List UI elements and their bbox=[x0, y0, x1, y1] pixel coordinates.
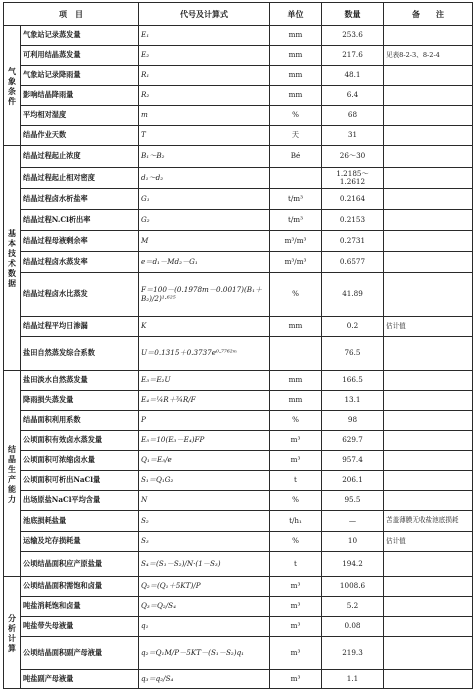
row-note bbox=[384, 552, 473, 577]
row-unit: m³ bbox=[270, 431, 322, 451]
row-formula: q₃＝q₂/S₄ bbox=[139, 670, 270, 689]
table-body bbox=[4, 26, 473, 689]
table-row bbox=[4, 532, 473, 552]
row-item-name: 可利用结晶蒸发量 bbox=[21, 46, 139, 66]
row-unit: m³ bbox=[270, 670, 322, 689]
table-row bbox=[4, 670, 473, 689]
table-row bbox=[4, 451, 473, 471]
row-quantity: 48.1 bbox=[322, 66, 384, 86]
row-note bbox=[384, 451, 473, 471]
row-quantity: 5.2 bbox=[322, 597, 384, 617]
row-item-name: 运输及坨存损耗量 bbox=[21, 532, 139, 552]
row-note bbox=[384, 231, 473, 252]
header-formula: 代号及计算式 bbox=[139, 3, 270, 26]
table-row bbox=[4, 317, 473, 337]
table-row bbox=[4, 637, 473, 670]
row-formula: E₅＝10(E₃－E₄)FP bbox=[139, 431, 270, 451]
row-item-name: 盐田自然蒸发综合系数 bbox=[21, 337, 139, 371]
row-unit: mm bbox=[270, 317, 322, 337]
row-note bbox=[384, 637, 473, 670]
row-note bbox=[384, 371, 473, 391]
row-quantity: 194.2 bbox=[322, 552, 384, 577]
row-formula: S₃ bbox=[139, 532, 270, 552]
row-item-name: 盐田淡水自然蒸发量 bbox=[21, 371, 139, 391]
row-quantity: 217.6 bbox=[322, 46, 384, 66]
data-table bbox=[3, 2, 473, 689]
table-row bbox=[4, 617, 473, 637]
table-row bbox=[4, 26, 473, 46]
table-row bbox=[4, 126, 473, 146]
row-note bbox=[384, 168, 473, 189]
row-formula: m bbox=[139, 106, 270, 126]
row-item-name: 结晶面积利用系数 bbox=[21, 411, 139, 431]
row-item-name: 气象站记录蒸发量 bbox=[21, 26, 139, 46]
table-row bbox=[4, 273, 473, 317]
row-item-name: 结晶过程起止相对密度 bbox=[21, 168, 139, 189]
row-formula: T bbox=[139, 126, 270, 146]
row-quantity: 68 bbox=[322, 106, 384, 126]
table-row bbox=[4, 391, 473, 411]
row-item-name: 影响结晶降雨量 bbox=[21, 86, 139, 106]
row-quantity: 206.1 bbox=[322, 471, 384, 491]
row-note bbox=[384, 617, 473, 637]
header-note: 备 注 bbox=[384, 3, 473, 26]
row-formula: S₄＝(S₁－S₂)/N·(1－S₃) bbox=[139, 552, 270, 577]
row-formula: S₂ bbox=[139, 511, 270, 532]
row-unit: t bbox=[270, 471, 322, 491]
row-note bbox=[384, 391, 473, 411]
row-note: 苫盖薄膜无收盐池底损耗 bbox=[384, 511, 473, 532]
table-row bbox=[4, 597, 473, 617]
row-formula: q₂＝Q₁M/P－5KT－(S₁－S₂)q₁ bbox=[139, 637, 270, 670]
row-quantity: — bbox=[322, 511, 384, 532]
row-unit: t/m³ bbox=[270, 210, 322, 231]
table-row bbox=[4, 106, 473, 126]
table-row bbox=[4, 66, 473, 86]
row-formula: N bbox=[139, 491, 270, 511]
row-formula: Q₁＝E₅/e bbox=[139, 451, 270, 471]
row-unit: % bbox=[270, 532, 322, 552]
table-row bbox=[4, 146, 473, 168]
row-note: 见表8-2-3、8-2-4 bbox=[384, 46, 473, 66]
row-formula: S₁＝Q₁G₂ bbox=[139, 471, 270, 491]
row-unit bbox=[270, 337, 322, 371]
row-item-name: 公顷结晶面积副产母液量 bbox=[21, 637, 139, 670]
row-note bbox=[384, 597, 473, 617]
row-unit: % bbox=[270, 273, 322, 317]
row-formula: E₃＝E₂U bbox=[139, 371, 270, 391]
row-item-name: 结晶过程母液剩余率 bbox=[21, 231, 139, 252]
row-item-name: 结晶过程起止浓度 bbox=[21, 146, 139, 168]
row-formula: M bbox=[139, 231, 270, 252]
row-quantity: 13.1 bbox=[322, 391, 384, 411]
row-formula: R₂ bbox=[139, 86, 270, 106]
row-formula: R₁ bbox=[139, 66, 270, 86]
row-quantity: 957.4 bbox=[322, 451, 384, 471]
row-item-name: 吨盐副产母液量 bbox=[21, 670, 139, 689]
row-note bbox=[384, 252, 473, 273]
row-quantity: 1.2185～1.2612 bbox=[322, 168, 384, 189]
row-item-name: 公顷面积有效卤水蒸发量 bbox=[21, 431, 139, 451]
row-formula: e＝d₁－Md₂－G₁ bbox=[139, 252, 270, 273]
row-formula: Q₂＝(Q₁＋5KT)/P bbox=[139, 577, 270, 597]
row-unit: mm bbox=[270, 391, 322, 411]
row-quantity: 629.7 bbox=[322, 431, 384, 451]
row-formula: G₂ bbox=[139, 210, 270, 231]
row-unit: t bbox=[270, 552, 322, 577]
row-formula: U＝0.1315＋0.3737e⁰·⁷⁷⁶²ᵐ bbox=[139, 337, 270, 371]
row-quantity: 0.08 bbox=[322, 617, 384, 637]
table-row bbox=[4, 471, 473, 491]
row-formula: E₂ bbox=[139, 46, 270, 66]
row-note bbox=[384, 670, 473, 689]
row-note bbox=[384, 431, 473, 451]
row-formula: B₁～B₂ bbox=[139, 146, 270, 168]
table-row bbox=[4, 577, 473, 597]
row-quantity: 1008.6 bbox=[322, 577, 384, 597]
row-quantity: 6.4 bbox=[322, 86, 384, 106]
row-unit: 天 bbox=[270, 126, 322, 146]
row-item-name: 池底损耗盐量 bbox=[21, 511, 139, 532]
row-item-name: 吨盐带失母液量 bbox=[21, 617, 139, 637]
row-quantity: 10 bbox=[322, 532, 384, 552]
row-formula: E₄＝¼R＋¾R/F bbox=[139, 391, 270, 411]
table-row bbox=[4, 168, 473, 189]
section-label-text: 气象条件 bbox=[8, 65, 16, 106]
row-unit: m³ bbox=[270, 617, 322, 637]
table-row bbox=[4, 86, 473, 106]
table-header-row bbox=[4, 3, 473, 26]
header-item: 项 目 bbox=[4, 3, 139, 26]
row-formula: F＝100－(0.1978m－0.0017)(B₁＋B₂)/2)¹·⁶²⁵ bbox=[139, 273, 270, 317]
row-quantity: 98 bbox=[322, 411, 384, 431]
row-quantity: 76.5 bbox=[322, 337, 384, 371]
row-quantity: 95.5 bbox=[322, 491, 384, 511]
section-label bbox=[4, 371, 21, 577]
table-row bbox=[4, 46, 473, 66]
row-note: 估计值 bbox=[384, 532, 473, 552]
row-unit: m³/m³ bbox=[270, 231, 322, 252]
row-unit: Bé bbox=[270, 146, 322, 168]
row-unit: t/m³ bbox=[270, 189, 322, 210]
row-note bbox=[384, 491, 473, 511]
row-item-name: 结晶过程卤水析盐率 bbox=[21, 189, 139, 210]
row-unit: m³/m³ bbox=[270, 252, 322, 273]
section-label-text: 结晶生产能力 bbox=[8, 443, 16, 504]
row-item-name: 公顷面积可析出NaCl量 bbox=[21, 471, 139, 491]
row-item-name: 气象站记录降雨量 bbox=[21, 66, 139, 86]
section-label bbox=[4, 577, 21, 689]
row-unit bbox=[270, 168, 322, 189]
table-row bbox=[4, 552, 473, 577]
row-unit: m³ bbox=[270, 597, 322, 617]
row-quantity: 0.2153 bbox=[322, 210, 384, 231]
row-quantity: 41.89 bbox=[322, 273, 384, 317]
row-note bbox=[384, 66, 473, 86]
row-quantity: 1.1 bbox=[322, 670, 384, 689]
row-item-name: 吨盐消耗饱和卤量 bbox=[21, 597, 139, 617]
row-quantity: 219.3 bbox=[322, 637, 384, 670]
table-row bbox=[4, 431, 473, 451]
table-row bbox=[4, 337, 473, 371]
row-unit: mm bbox=[270, 26, 322, 46]
table-row bbox=[4, 252, 473, 273]
row-unit: t/h₁ bbox=[270, 511, 322, 532]
row-quantity: 0.2731 bbox=[322, 231, 384, 252]
row-unit: m³ bbox=[270, 577, 322, 597]
row-quantity: 253.6 bbox=[322, 26, 384, 46]
row-note bbox=[384, 210, 473, 231]
row-formula: P bbox=[139, 411, 270, 431]
row-quantity: 0.6577 bbox=[322, 252, 384, 273]
row-note bbox=[384, 189, 473, 210]
row-formula: E₁ bbox=[139, 26, 270, 46]
row-quantity: 0.2164 bbox=[322, 189, 384, 210]
row-unit: mm bbox=[270, 371, 322, 391]
row-unit: % bbox=[270, 411, 322, 431]
row-note bbox=[384, 146, 473, 168]
table-row bbox=[4, 371, 473, 391]
row-unit: m³ bbox=[270, 637, 322, 670]
row-note bbox=[384, 411, 473, 431]
table-row bbox=[4, 411, 473, 431]
row-note bbox=[384, 126, 473, 146]
row-item-name: 公顷面积可浓缩卤水量 bbox=[21, 451, 139, 471]
row-item-name: 结晶过程卤水比蒸发 bbox=[21, 273, 139, 317]
row-item-name: 结晶作业天数 bbox=[21, 126, 139, 146]
row-note bbox=[384, 273, 473, 317]
row-note bbox=[384, 106, 473, 126]
row-unit: % bbox=[270, 491, 322, 511]
row-quantity: 31 bbox=[322, 126, 384, 146]
section-label bbox=[4, 26, 21, 146]
section-label bbox=[4, 146, 21, 371]
row-note bbox=[384, 26, 473, 46]
row-item-name: 结晶过程卤水蒸发率 bbox=[21, 252, 139, 273]
row-unit: mm bbox=[270, 66, 322, 86]
table-row bbox=[4, 491, 473, 511]
row-item-name: 结晶过程N.Cl析出率 bbox=[21, 210, 139, 231]
row-item-name: 平均相对湿度 bbox=[21, 106, 139, 126]
row-note bbox=[384, 337, 473, 371]
row-unit: m³ bbox=[270, 451, 322, 471]
row-note: 估计值 bbox=[384, 317, 473, 337]
row-unit: % bbox=[270, 106, 322, 126]
row-note bbox=[384, 577, 473, 597]
row-item-name: 公顷结晶面积应产原盐量 bbox=[21, 552, 139, 577]
table-row bbox=[4, 231, 473, 252]
row-formula: K bbox=[139, 317, 270, 337]
row-quantity: 26～30 bbox=[322, 146, 384, 168]
header-qty: 数量 bbox=[322, 3, 384, 26]
table-row bbox=[4, 511, 473, 532]
row-note bbox=[384, 471, 473, 491]
row-quantity: 166.5 bbox=[322, 371, 384, 391]
row-formula: q₁ bbox=[139, 617, 270, 637]
header-unit: 单位 bbox=[270, 3, 322, 26]
row-formula: G₁ bbox=[139, 189, 270, 210]
row-formula: Q₃＝Q₂/S₄ bbox=[139, 597, 270, 617]
row-item-name: 结晶过程平均日渗漏 bbox=[21, 317, 139, 337]
row-formula: d₁～d₂ bbox=[139, 168, 270, 189]
row-item-name: 出场原盐NaCl平均含量 bbox=[21, 491, 139, 511]
row-item-name: 降雨损失蒸发量 bbox=[21, 391, 139, 411]
row-note bbox=[384, 86, 473, 106]
row-quantity: 0.2 bbox=[322, 317, 384, 337]
table-row bbox=[4, 189, 473, 210]
section-label-text: 分析计算 bbox=[8, 612, 16, 653]
row-unit: mm bbox=[270, 86, 322, 106]
section-label-text: 基本技术数据 bbox=[8, 228, 16, 288]
table-row bbox=[4, 210, 473, 231]
row-item-name: 公顷结晶面积需饱和卤量 bbox=[21, 577, 139, 597]
row-unit: mm bbox=[270, 46, 322, 66]
